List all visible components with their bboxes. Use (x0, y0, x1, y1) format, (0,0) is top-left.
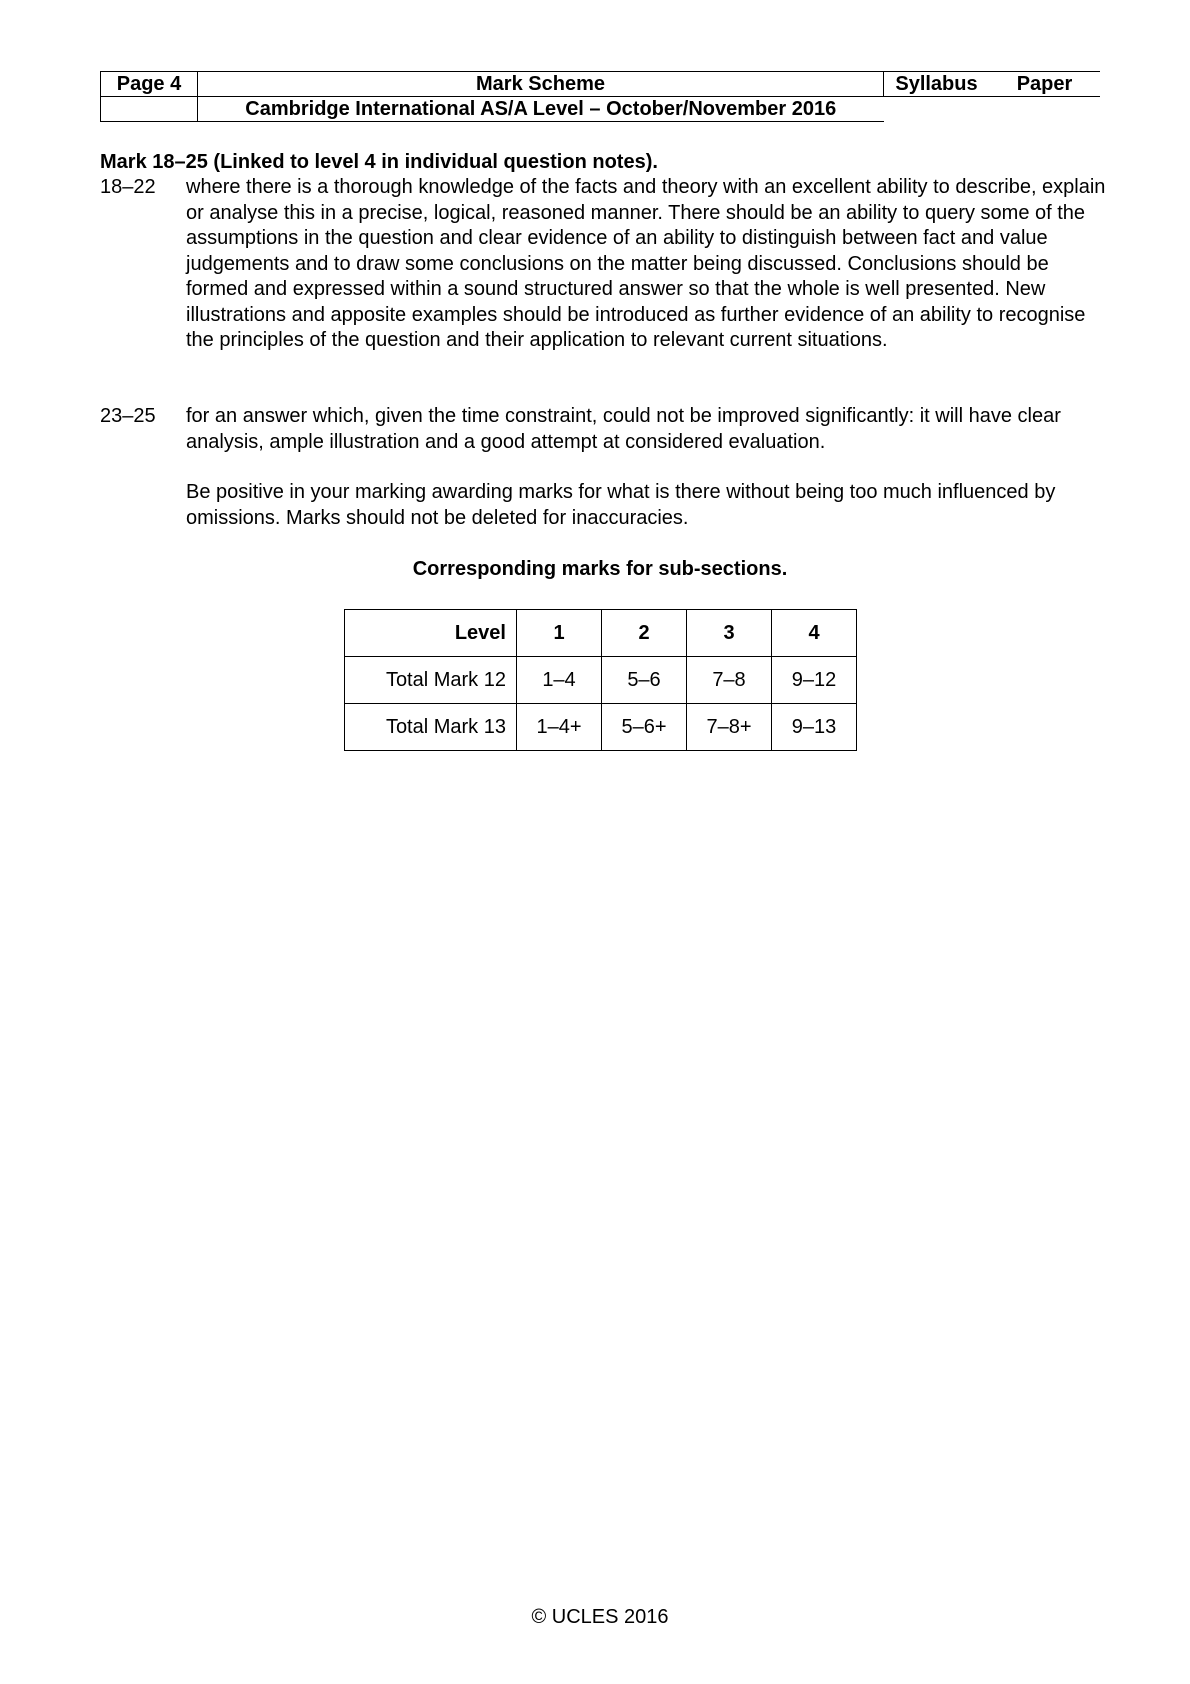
syllabus-label: Syllabus (884, 72, 990, 97)
table-header-cell: 4 (772, 610, 857, 657)
table-header-cell: 3 (687, 610, 772, 657)
table-cell: 7–8+ (687, 704, 772, 751)
paper-label: Paper (989, 72, 1100, 97)
table-row (345, 657, 857, 704)
header-empty-cell (101, 97, 198, 122)
mark-band-item (100, 404, 1100, 455)
table-row (345, 704, 857, 751)
table-header-cell: 1 (517, 610, 602, 657)
table-cell: 1–4 (517, 657, 602, 704)
table-header-cell: 2 (602, 610, 687, 657)
copyright-footer: © UCLES 2016 (531, 1606, 669, 1628)
table-cell: Total Mark 12 (345, 657, 517, 704)
table-cell: 5–6+ (602, 704, 687, 751)
table-cell: 9–12 (772, 657, 857, 704)
document-title: Mark Scheme (198, 72, 884, 97)
marks-table (344, 609, 857, 751)
page-number: Page 4 (101, 72, 198, 97)
mark-band-range: 23–25 (100, 405, 156, 427)
mark-band-range: 18–22 (100, 176, 156, 198)
mark-band-description: for an answer which, given the time constraint, could not be improved significantly: it will have clear analysis, ample illustration and a good attempt at considered evaluation. (186, 405, 1061, 453)
table-heading: Corresponding marks for sub-sections. (412, 558, 788, 580)
table-cell: 1–4+ (517, 704, 602, 751)
table-cell: Total Mark 13 (345, 704, 517, 751)
table-header-row (345, 610, 857, 657)
table-cell: 9–13 (772, 704, 857, 751)
table-cell: 7–8 (687, 657, 772, 704)
mark-band-item (100, 175, 1106, 354)
table-header-cell: Level (345, 610, 517, 657)
mark-band-description: where there is a thorough knowledge of the facts and theory with an excellent ability to describe, explain or analyse this in a precise, logical, reasoned manner. There should be an ability to query some of the assumptions in the question and clear evidence of an ability to distinguish between fact and value judgements and to draw some conclusions on the matter being discussed. Conclusions should be formed and expressed within a sound structured answer so that the whole is well presented. New illustrations and apposite examples should be introduced as further evidence of an ability to recognise the principles of the question and their application to relevant current situations. (186, 176, 1106, 351)
page-header (100, 71, 1100, 122)
mark-band-heading: Mark 18–25 (Linked to level 4 in individual question notes). (100, 151, 658, 173)
document-subtitle: Cambridge International AS/A Level – October/November 2016 (198, 97, 884, 122)
marking-note: Be positive in your marking awarding marks for what is there without being too much influenced by omissions. Marks should not be deleted for inaccuracies. (186, 481, 1056, 529)
table-cell: 5–6 (602, 657, 687, 704)
